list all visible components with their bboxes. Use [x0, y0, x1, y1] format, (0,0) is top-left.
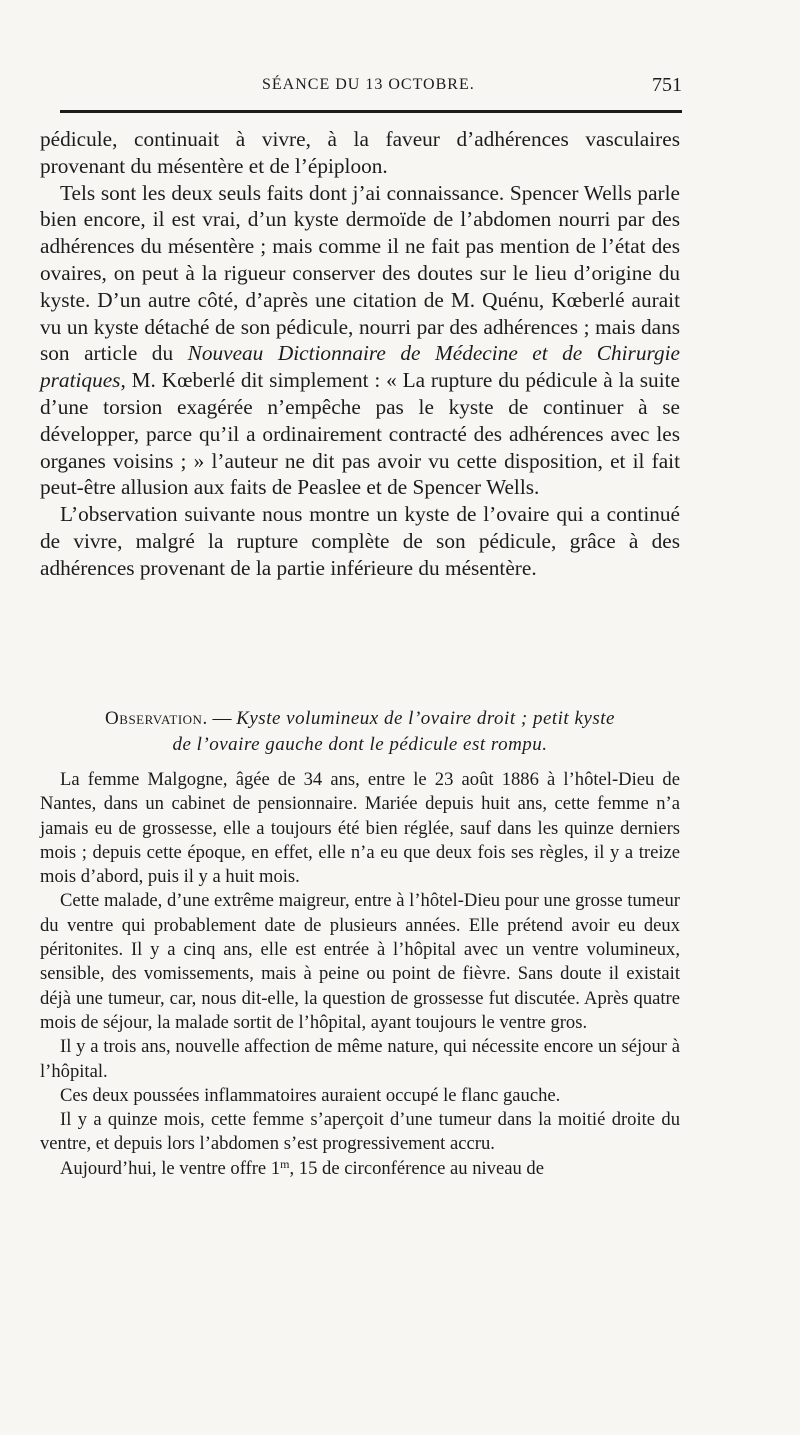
observation-line-1	[40, 706, 680, 732]
case-paragraph: Il y a trois ans, nouvelle affection de même nature, qui nécessite encore un séjour à l’hôpital.	[40, 1036, 680, 1082]
page-number: 751	[652, 74, 682, 96]
book-title: Nouveau Dictionnaire de Médecine et de Chirurgie pratiques	[40, 341, 680, 393]
case-paragraph	[40, 1157, 680, 1181]
case-text: , 15 de circonférence au niveau de	[289, 1157, 544, 1179]
observation-label: Observation.	[105, 708, 208, 729]
main-text	[40, 126, 680, 582]
case-paragraph: Cette malade, d’une extrême maigreur, entre à l’hôtel-Dieu pour une grosse tumeur du ventre qui probablement date de plusieurs années. Elle prétend avoir eu deux péritonites. Il y a cinq ans, elle est entrée à l’hôpital avec un ventre volumineux, sensible, des vomissements, mais à peine ou point de fièvre. Sans doute il existait déjà une tumeur, car, nous dit-elle, la question de grossesse fut discutée. Après quatre mois de séjour, la malade sortit de l’hôpital, ayant toujours le ventre gros.	[40, 890, 680, 1033]
observation-heading	[40, 706, 680, 758]
case-paragraph: La femme Malgogne, âgée de 34 ans, entre le 23 août 1886 à l’hôtel-Dieu de Nantes, dans un cabinet de pensionnaire. Mariée depuis huit ans, cette femme n’a jamais eu de grossesse, elle a toujours été bien réglée, sauf dans les quinze derniers mois ; depuis cette époque, en effet, elle n’a eu que deux fois ses règles, il y a treize mois d’abord, puis il y a huit mois.	[40, 769, 680, 888]
observation-dash: —	[207, 708, 237, 729]
paragraph: pédicule, continuait à vivre, à la faveur d’adhérences vasculaires provenant du mésentère et de l’épiploon.	[40, 127, 680, 178]
case-paragraph: Il y a quinze mois, cette femme s’aperçoit d’une tumeur dans la moitié droite du ventre, et depuis lors l’abdomen s’est progressivement accru.	[40, 1109, 680, 1155]
paragraph-text: , M. Kœberlé dit simplement : « La rupture du pédicule à la suite d’une torsion exagérée n’empêche pas le kyste de continuer à se développer, parce qu’il a ordinairement contracté des adhérences avec les organes voisins ; » l’auteur ne dit pas avoir vu cette disposition, et il fait peut-être allusion aux faits de Peaslee et de Spencer Wells.	[40, 368, 680, 500]
case-text: Aujourd’hui, le ventre offre 1	[60, 1157, 281, 1179]
running-header	[40, 76, 682, 100]
case-paragraph: Ces deux poussées inflammatoires auraient occupé le flanc gauche.	[60, 1084, 561, 1106]
paragraph: L’observation suivante nous montre un kyste de l’ovaire qui a continué de vivre, malgré la rupture complète de son pédicule, grâce à des adhérences provenant de la partie inférieure du mésentère.	[40, 502, 680, 580]
paragraph-text: Tels sont les deux seuls faits dont j’ai connaissance. Spencer Wells parle bien encore, il est vrai, d’un kyste dermoïde de l’abdomen nourri par des adhérences du mésentère ; mais comme il ne fait pas mention de l’état des ovaires, on peut à la rigueur conserver des doutes sur le lieu d’origine du kyste. D’un autre côté, d’après une citation de M. Quénu, Kœberlé aurait vu un kyste détaché de son pédicule, nourri par des adhérences ; mais dans son article du	[40, 180, 680, 366]
case-report	[40, 768, 680, 1181]
observation-title-1: Kyste volumineux de l’ovaire droit ; petit kyste	[236, 708, 615, 729]
running-title: SÉANCE DU 13 OCTOBRE.	[262, 76, 475, 93]
observation-line-2	[40, 732, 680, 758]
header-rule	[60, 110, 682, 113]
paragraph	[40, 180, 680, 502]
observation-title-2: de l’ovaire gauche dont le pédicule est rompu.	[172, 734, 548, 755]
unit-superscript: m	[280, 1156, 290, 1171]
